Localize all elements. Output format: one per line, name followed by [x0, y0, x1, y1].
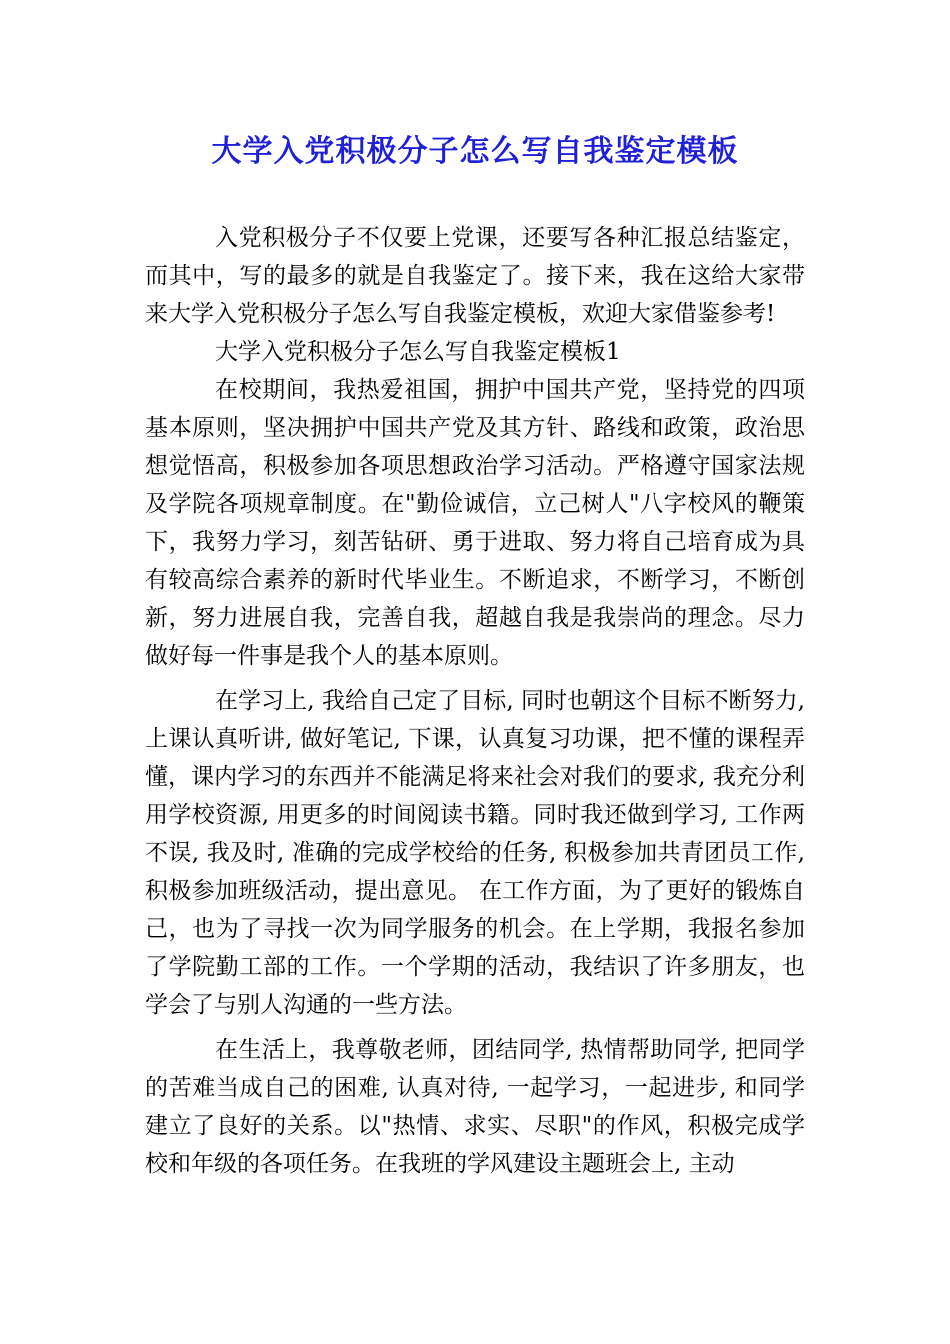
section-heading: 大学入党积极分子怎么写自我鉴定模板1 [215, 339, 621, 365]
paragraph-life: 在生活上，我尊敬老师，团结同学, 热情帮助同学, 把同学的苦难当成自己的困难, 认真对待, 一起学习，一起进步, 和同学建立了良好的关系。以"热情、求实、尽职"的作风，积极完成学校和年级的各项任务。在我班的学风建设主题班会上, 主动 [145, 1037, 805, 1177]
document-body [145, 219, 805, 1183]
intro-paragraph: 入党积极分子不仅要上党课，还要写各种汇报总结鉴定，而其中，写的最多的就是自我鉴定了。接下来，我在这给大家带来大学入党积极分子怎么写自我鉴定模板，欢迎大家借鉴参考! [145, 225, 805, 327]
paragraph-political: 在校期间，我热爱祖国，拥护中国共产党，坚持党的四项基本原则，坚决拥护中国共产党及其方针、路线和政策，政治思想觉悟高，积极参加各项思想政治学习活动。严格遵守国家法规及学院各项规章制度。在"勤俭诚信，立己树人"八字校风的鞭策下，我努力学习，刻苦钻研、勇于进取、努力将自己培育成为具有较高综合素养的新时代毕业生。不断追求，不断学习，不断创新，努力进展自我，完善自我，超越自我是我崇尚的理念。尽力做好每一件事是我个人的基本原则。 [145, 377, 805, 669]
paragraph-study: 在学习上, 我给自己定了目标, 同时也朝这个目标不断努力, 上课认真听讲, 做好笔记, 下课，认真复习功课，把不懂的课程弄懂，课内学习的东西并不能满足将来社会对我们的要求, 我充分利用学校资源, 用更多的时间阅读书籍。同时我还做到学习, 工作两不误, 我及时, 准确的完成学校给的任务, 积极参加共青团员工作, 积极参加班级活动，提出意见。 在工作方面，为了更好的锻炼自己，也为了寻找一次为同学服务的机会。在上学期，我报名参加了学院勤工部的工作。一个学期的活动，我结识了许多朋友，也学会了与别人沟通的一些方法。 [145, 688, 805, 1018]
document-title: 大学入党积极分子怎么写自我鉴定模板 [211, 134, 739, 169]
